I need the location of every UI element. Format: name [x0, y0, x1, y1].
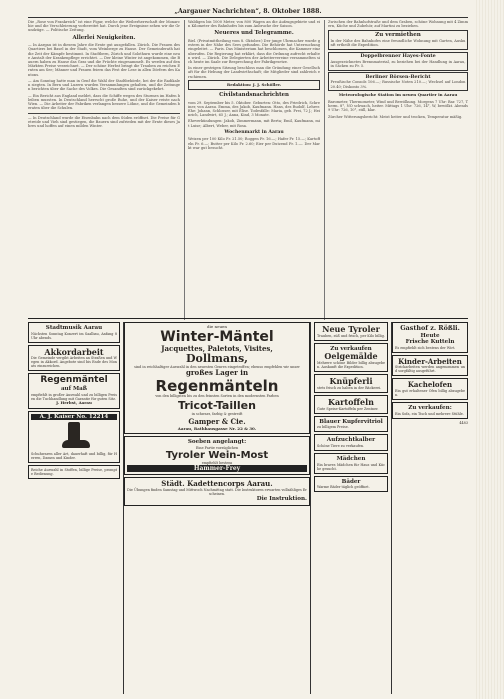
section-heading: Neueres und Telegramme.	[214, 30, 294, 37]
ad-detail: in schwarz, farbig & gestreift	[191, 412, 243, 417]
body-text-block: Barometer, Thermometer, Wind und Bewölkung. Morgens 7 Uhr: Bar. 727, Therm. 8°, NO schwach, heiter. Mittags 1 Uhr: 726, 14°, W, bewölkt. Abends 9 Uhr: 726, 10°, still, klar.	[328, 100, 468, 113]
section-heading: Meteorologische Station im neuen Quartier in Aarau	[338, 92, 458, 98]
ad-knuepferli	[314, 374, 388, 393]
body-text-block: Ein Sofa, ein Tisch und mehrere Stühle.	[395, 411, 464, 416]
body-text-block: Schuhwaren aller Art, dauerhaft und billig, für Herren, Damen und Kinder.	[31, 452, 117, 461]
notice-box: Redaktion: J. J. Schöller.	[188, 80, 320, 90]
ad-title: Kinder-Arbeiten	[398, 356, 462, 366]
ad-box	[328, 52, 468, 71]
ad-akkordarbeit	[28, 345, 120, 372]
page-title: „Aargauer Nachrichten“, 8. Oktober 1888.	[174, 7, 322, 15]
ad-box	[328, 30, 468, 50]
body-text-block: vom 29. September bis 5. Oktober. Geburten: Otto, des Friedrich, Schreiner, von Aarau. Emma, des Jakob, Kaufmann. Hans, des Rudolf, Lehrer. Ehe: Johann, Schlosser, mit Elise. Todesfälle: Maria, geb. Frei, 72 J.; Heinrich, Landwirt, 65 J.; Anna, Kind, 3 Monate.	[188, 100, 320, 118]
ad-detail: Eine Partie vorzüglichen	[195, 445, 239, 450]
ad-maedchen	[314, 453, 388, 474]
ad-signature: J. Herbst, Aarau	[56, 399, 92, 405]
body-text-block: Gute Speise-Kartoffeln per Zentner.	[317, 406, 379, 411]
ad-zu-verkaufen	[392, 402, 468, 419]
body-text-block: — Ein Bericht aus England meldet, dass die Schiffe wegen des Sturmes im Hafen bleiben mussten. In Deutschland herrscht große Ruhe, und der Kaiser reiste nach Wien. — Die Arbeiter der Fabriken verlangen bessere Löhne, und die Gemeinden beraten über die Schulen.	[28, 93, 180, 111]
ad-kaiser	[28, 411, 120, 464]
ad-signature: Die Instruktion.	[256, 496, 307, 503]
ad-title: Kartoffeln	[328, 397, 374, 408]
ad-subtitle-2: Frische Kutteln	[405, 339, 455, 346]
ad-title: Zu vermiethen	[375, 32, 421, 39]
body-text-block: Schöne Tiere zu verkaufen.	[317, 444, 365, 449]
ad-address: Aarau, Rathhausgasse Nr. 22 & 30.	[177, 425, 257, 431]
ad-title: Städt. Kadettencorps Aarau.	[161, 479, 273, 489]
ad-kaelber	[314, 434, 388, 451]
ad-title: Gasthof z. Rößli.	[400, 324, 460, 332]
section-heading: Wochenmarkt in Aarau	[224, 129, 284, 135]
body-text-block: — In Deutschland wurde die Eisenbahn nach dem Süden eröffnet. Die Preise für Getreide und Vieh sind gestiegen, die Bauern sind zufrieden mit der Ernte dieses Jahres und hoffen auf einen milden Winter.	[28, 115, 180, 129]
ad-title: Regenmäntel	[40, 375, 108, 386]
ad-kachelofen	[392, 378, 468, 400]
ad-signature: Hammer-Frey	[127, 465, 307, 472]
body-text-block: Ein gut erhaltener Ofen billig abzugeben.	[395, 389, 465, 398]
body-text-block: Preußische Consols 106.—; Russische Noten 210.—; Wechsel auf London 20.40; Diskonto 3%.	[330, 80, 466, 89]
page-header	[28, 6, 468, 18]
ad-column-1	[28, 322, 120, 694]
body-text-block: Ausgezeichnetes Brennmaterial, zu beziehen bei der Handlung in Aarau, in Säcken zu Fr. 5.	[330, 59, 466, 68]
body-text-block: Ein braves Mädchen für Haus und Küche gesucht.	[317, 462, 385, 471]
body-text-block: Zürcher Witterungsbericht: Meist heiter und trocken, Temperatur mäßig.	[328, 114, 463, 119]
ad-title: Berliner Börsen-Bericht	[365, 73, 431, 80]
news-column-right	[324, 20, 468, 320]
ad-regenmantel	[28, 373, 120, 408]
ad-box	[328, 72, 468, 91]
body-text-block: Die „Rose von Frankreich“ ist eine Figur, welche die Weiberherrschaft der Monarchie und die Verschleierung vorbereitet hat. Durch jene Ereignisse sehen wir die Grundzüge. — Politische Zeitung.	[28, 20, 180, 33]
ad-title: Akkordarbeit	[44, 346, 104, 357]
ad-title: Winter-Mäntel	[160, 328, 274, 345]
section-divider	[28, 318, 468, 319]
ad-title: Aufzuchtkalber	[326, 437, 376, 444]
ad-title: Doppelbrenner Hayes-Fonte	[360, 53, 436, 60]
ad-signature: Gamper & Cie.	[188, 417, 246, 427]
news-column-left	[28, 20, 180, 320]
ad-subtitle-2: Dollmans,	[185, 352, 249, 366]
ad-title-3: Tricot-Taillen	[178, 399, 256, 413]
ad-small	[28, 465, 120, 479]
ad-subtitle: Heute	[420, 332, 440, 339]
ad-title: Neue Tyroler	[322, 324, 380, 334]
ad-number: 4483	[459, 420, 468, 425]
ad-kicker: Zu verkaufen	[330, 345, 372, 352]
body-text-block: Weizen per 100 Kilo Fr. 21.50; Roggen Fr. 16.—; Hafer Fr. 15.—; Kartoffeln Fr. 6.—; Butter per Kilo Fr. 2.60; Eier per Dutzend Fr. 1.—. Der Markt war gut besucht.	[188, 137, 320, 150]
ad-title: A. J. Kaiser No. 12214	[31, 414, 117, 421]
body-text-block: In einer gestrigen Sitzung beschloss man die Gründung einer Gesellschaft für die Hebung der Landwirthschaft; die Mitglieder sind zahlreich erschienen.	[188, 66, 320, 79]
ad-neue-tyroler	[314, 322, 388, 341]
body-text-block: von den billigsten bis zu den feinsten Sorten in den modernsten Farben	[155, 394, 279, 399]
ad-stadtmusik	[28, 322, 120, 343]
ad-detail: empfiehlt bestens	[201, 460, 233, 465]
body-text-block: zu billigem Preise.	[317, 425, 349, 430]
body-text-block: Trauben, süß und frisch, per Kilo billig.	[317, 333, 385, 338]
ad-kupfervitriol	[314, 416, 388, 433]
ad-subtitle: auf Maß	[60, 386, 88, 393]
ad-title: Stadtmusik Aarau	[45, 325, 103, 331]
body-text-block: Warme Bäder täglich geöffnet.	[317, 485, 370, 490]
ad-baeder	[314, 476, 388, 493]
ad-subtitle: Jacquettes, Paletots, Visites,	[161, 344, 273, 354]
news-column-middle	[184, 20, 320, 320]
body-text-block: Mehrere schöne Bilder billig abzugeben. Auskunft die Expedition.	[317, 361, 385, 370]
body-text-block: Zwischen der Bahnhofstraße und dem Graben, schöne Wohnung mit 4 Zimmern, Küche und Zubehör, auf Martini zu beziehen.	[328, 20, 468, 29]
ad-gasthof	[392, 322, 468, 353]
ad-column-2	[123, 322, 311, 694]
body-text-block: Die Gemeinde vergibt Arbeiten an Straßen und Wegen in Akkord. Angebote sind bis Ende des Monats einzureichen.	[31, 356, 117, 369]
boot-icon	[54, 422, 94, 450]
body-text-block: Es empfiehlt sich bestens der Wirt.	[395, 345, 456, 350]
ad-column-3	[314, 322, 388, 694]
ad-title: Kachelofen	[407, 380, 453, 390]
ad-kicker: Soeben angelangt:	[187, 439, 247, 446]
ad-kinderarbeiten	[392, 355, 468, 377]
page-edge	[474, 0, 504, 699]
divider	[28, 113, 180, 114]
body-text-block: stets frisch zu haben in der Bäckerei.	[317, 386, 382, 391]
ad-title: Knüpferli	[329, 376, 373, 387]
ad-title: Tyroler Wein-Most	[165, 449, 269, 461]
body-text-block: Strickarbeiten werden angenommen und sorgfältig ausgeführt.	[395, 365, 465, 374]
ad-tyroler-wein	[124, 436, 310, 475]
body-text-block: sind in reichhaltiger Auswahl in den neuesten Genres eingetroffen; ebenso empfehlen wir unser	[134, 365, 300, 370]
ad-kartoffeln	[314, 395, 388, 414]
body-text-block: Eheverkündungen: Jakob, Zimmermann, mit Berta; Emil, Kaufmann, mit Luise; Albert, Weber, mit Rosa.	[188, 119, 320, 128]
section-heading: Civilstandsnachrichten	[219, 92, 289, 99]
ad-column-4	[391, 322, 468, 694]
body-text-block: In der Nähe des Bahnhofes eine freundliche Wohnung mit Garten, Auskunft ertheilt die Expedition.	[330, 39, 466, 48]
body-text-block: Nächsten Sonntag Konzert im Saalbau, Anfang 8 Uhr abends.	[31, 331, 117, 340]
ad-verkaufen	[314, 343, 388, 372]
ad-kicker: die neuen	[207, 324, 227, 329]
body-text-block: — Am Sonntag hatte man in Genf die Wahl der Stadtbehörde, bei der die Radikalen siegten. In Bern und Luzern wurden Versammlungen gehalten, und die Zeitungen berichten über die Sache des Volkes. Die Gesandten sind zurückgekehrt.	[28, 78, 180, 92]
body-text-block: Biel. (Privatmittheilung vom 8. Oktober.) Der junge Uhrmacher wurde gestern in der Nähe des Sees gefunden. Die Behörde hat Untersuchung eingeleitet. — Paris. Das Ministerium hat beschlossen, die Kammer einzuberufen. Die Regierung hat erklärt, dass die Ordnung aufrecht erhalten wird. — Zürich. Die Delegierten der Arbeitervereine versammelten sich heute im Saale zur Besprechung der Fabrikgesetze.	[188, 38, 320, 65]
newspaper-page	[28, 6, 468, 694]
body-text-block: Die Übungen finden Samstag und Mittwoch Nachmittag statt. Die Instruktoren erwarten vollzähliges Erscheinen.	[127, 488, 307, 497]
ad-title: Mädchen	[336, 456, 366, 463]
section-heading: Allerlei Neuigkeiten.	[72, 34, 136, 41]
body-text-block: — In Aargau ist in diesem Jahre die Ernte gut ausgefallen. Zürich. Die Frauen des Quartiers bei Basel in der Stadt, vom Weinberge zu Hause. Der Gemeinderath hat die Zeit der Kämpfe bestimmt. In Stadtbern, Zürich und Solothurn wurde eine neue Anstalt der Krankenpflege errichtet. — Der kleine Winter ist angekommen, die Bauern haben zu Hause das Gras und die Früchte eingesammelt. Es werden auf den Märkten Preise verzeichnet. — Der schöne Herbst bringt die Trauben zu reichen Ernten am See; Männer und Frauen feiern das Fest der Lese in allen Dörfern des Kantons.	[28, 43, 180, 77]
ad-title: Bäder	[341, 478, 361, 485]
body-text-block: Waldigen bis 1000 Meter, von 800 Wagen an die Aufzugsgebiete und ein Kilometer des Bahnhofes bis zum Anbruche der Saison.	[188, 20, 320, 29]
ad-subtitle-3: großes Lager in	[185, 368, 249, 378]
body-text-block: empfiehlt in großer Auswahl und zu billigen Preisen die Tuchhandlung mit Garantie für guten Sitz.	[31, 392, 117, 401]
ad-winter-maentel	[124, 322, 310, 434]
ad-title: Zu verkaufen:	[408, 405, 452, 412]
ad-title: Oelgemälde	[324, 351, 378, 362]
ad-kadetten	[124, 477, 310, 506]
ad-title: Blauer Kupfervitriol	[319, 418, 383, 425]
ad-title-2: Regenmänteln	[155, 376, 279, 395]
body-text-block: Reiche Auswahl in Stoffen, billige Preise, prompte Bedienung.	[31, 468, 117, 477]
